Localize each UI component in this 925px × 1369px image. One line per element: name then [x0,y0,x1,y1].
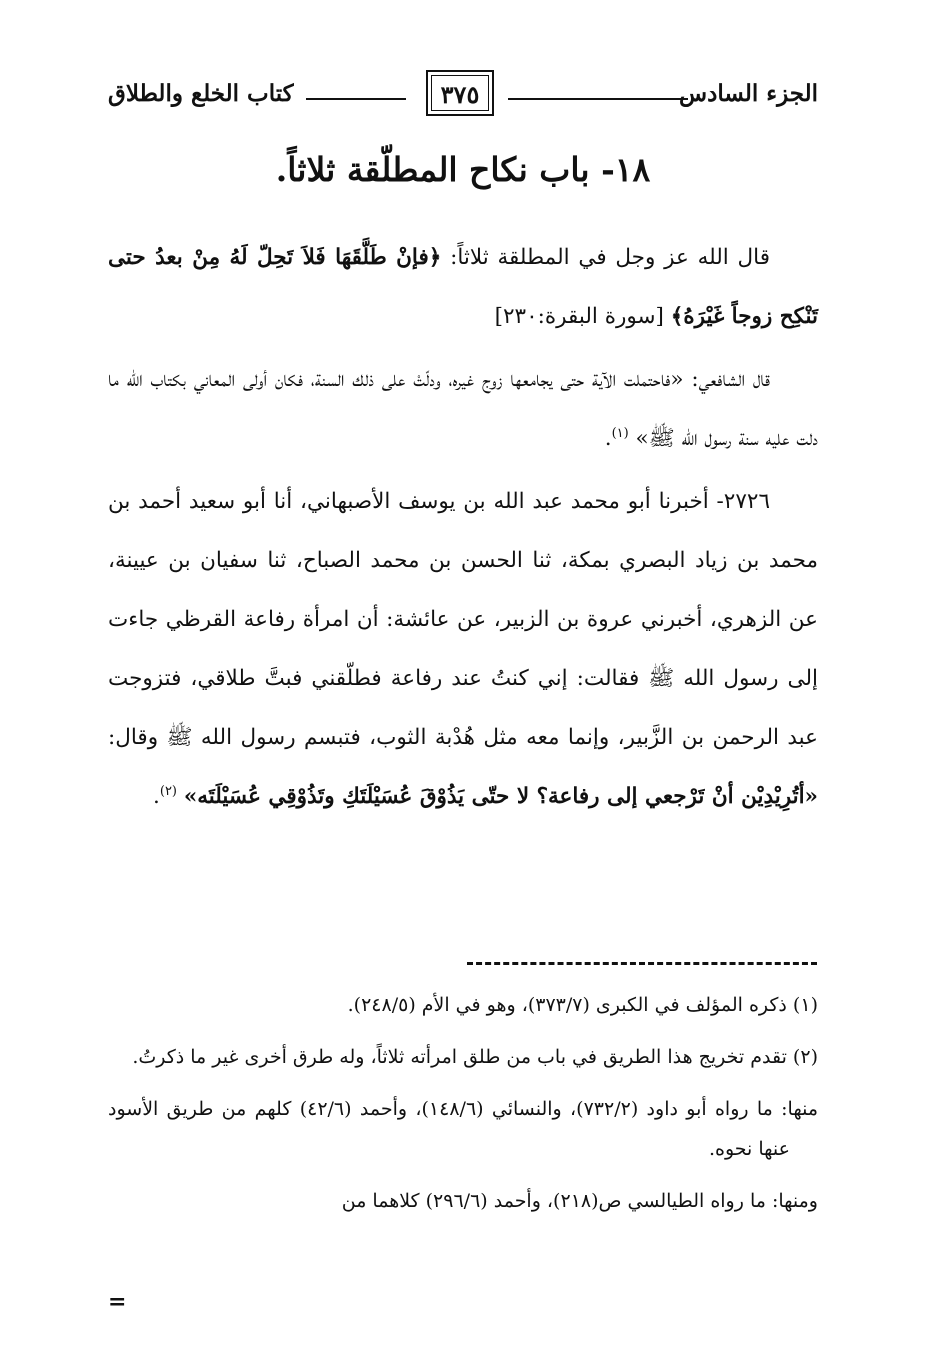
quran-verse: ﴿فإنْ طَلَّقَهَا فَلاَ تَحِلّ لَهُ مِنْ بعدُ حتى تَنْكِح زوجاً غَيْرَهُ﴾ [108,245,818,329]
header-rule-left [306,98,406,100]
footnote-2-continued-b: ومنها: ما رواه الطيالسي ص(٢١٨)، وأحمد (٢٩٦/٦) كلاهما من [341,1190,818,1212]
chapter-title: ١٨- باب نكاح المطلّقة ثلاثاً. [275,150,651,189]
footnote-1: (١) ذكره المؤلف في الكبرى (٣٧٣/٧)، وهو في الأم (٢٤٨/٥). [347,994,818,1016]
page-number: ٣٧٥ [426,70,494,116]
hadith-prophet-speech: «أتُرِيْدِيْن أنْ تَرْجعي إلى رفاعة؟ لا حتّى يَذُوْقَ عُسَيْلَتَكِ وتَذُوْقِي عُسَيْلَتَه» [183,784,818,809]
footnote-2-continued-a: منها: ما رواه أبو داود (٧٣٢/٢)، والنسائي (١٤٨/٦)، وأحمد (٤٢/٦) كلهم من طريق الأسود عنها نحوه. [108,1098,819,1160]
shafii-quote: قال الشافعي: «فاحتملت الآية حتى يجامعها زوج غيره، ودلّتْ على ذلك السنة، فكان أولى المعاني بكتاب الله ما دلت عليه سنة رسول الله ﷺ» [108,367,818,451]
header-rule-right [508,98,688,100]
hadith-chain: ٢٧٢٦- أخبرنا أبو محمد عبد الله بن يوسف الأصبهاني، أنا أبو سعيد أحمد بن محمد بن زياد البصري بمكة، ثنا الحسن بن محمد الصباح، ثنا سفيان بن عيينة، عن الزهري، أخبرني عروة بن الزبير، عن عائشة: أن امرأة رفاعة القرظي جاءت إلى رسول الله ﷺ فقالت: إني كنتُ عند رفاعة فطلّقني فبتَّ طلاقي، فتزوجت عبد الرحمن بن الزَّبير، وإنما معه مثل هُدْبة الثوب، فتبسم رسول الله ﷺ وقال: [108,489,818,750]
header-part: الجزء السادس [679,80,818,107]
paragraph-quran-verse [108,228,818,346]
footnote-ref-1: (١) [611,425,629,441]
main-text [108,228,818,830]
footnote-separator [467,962,817,965]
continuation-mark: = [108,1289,127,1315]
footnote-2: (٢) تقدم تخريج هذا الطريق في باب من طلق امرأته ثلاثاً، وله طرق أخرى غير ما ذكرتُ. [132,1046,818,1068]
footnotes [108,985,818,1233]
paragraph-shafii: قال الشافعي: «فاحتملت الآية حتى يجامعها زوج غيره، ودلّتْ على ذلك السنة، فكان أولى المعاني بكتاب الله ما دلت عليه سنة رسول الله ﷺ» $^{(١)}$. [108,367,818,451]
running-header [108,70,818,122]
paragraph-hadith: ٢٧٢٦- أخبرنا أبو محمد عبد الله بن يوسف الأصبهاني، أنا أبو سعيد أحمد بن محمد بن زياد البصري بمكة، ثنا الحسن بن محمد الصباح، ثنا سفيان بن عيينة، عن الزهري، أخبرني عروة بن الزبير، عن عائشة: أن امرأة رفاعة القرظي جاءت إلى رسول الله ﷺ فقالت: إني كنتُ عند رفاعة فطلّقني فبتَّ طلاقي، فتزوجت عبد الرحمن بن الزَّبير، وإنما معه مثل هُدْبة الثوب، فتبسم رسول الله ﷺ وقال: «أتُرِيْدِيْن أنْ تَرْجعي إلى رفاعة؟ لا حتّى يَذُوْقَ عُسَيْلَتَكِ وتَذُوْقِي عُسَيْلَتَه» $^{(٢)}$. [108,489,818,809]
verse-intro: قال الله عز وجل في المطلقة ثلاثاً: [441,245,770,270]
footnote-ref-2: (٢) [159,783,177,799]
verse-reference: [سورة البقرة:٢٣٠] [494,304,671,329]
header-book: كتاب الخلع والطلاق [108,80,294,107]
